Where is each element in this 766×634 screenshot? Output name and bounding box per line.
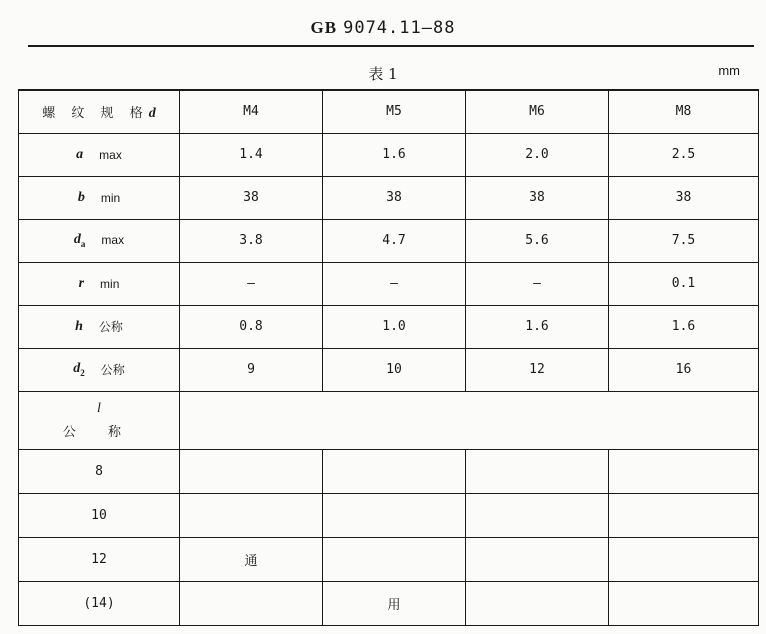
param-label bbox=[19, 190, 179, 206]
table-caption: 表 1 bbox=[368, 65, 398, 83]
length-row bbox=[19, 449, 759, 493]
length-cell bbox=[609, 493, 759, 537]
length-cell bbox=[466, 449, 609, 493]
param-symbol bbox=[76, 147, 83, 163]
param-symbol-text: h bbox=[75, 318, 83, 334]
param-label-cell bbox=[19, 176, 180, 219]
value-cell: 38 bbox=[466, 176, 609, 219]
value-cell: 16 bbox=[609, 348, 759, 391]
value-cell: 10 bbox=[323, 348, 466, 391]
length-cell bbox=[466, 581, 609, 625]
param-label-cell bbox=[19, 305, 180, 348]
param-label bbox=[19, 361, 179, 378]
length-row bbox=[19, 581, 759, 625]
param-qualifier: 公称 bbox=[98, 320, 123, 334]
value-cell: 38 bbox=[609, 176, 759, 219]
value-cell: 7.5 bbox=[609, 219, 759, 262]
param-symbol bbox=[78, 190, 85, 206]
length-label: 公 称 bbox=[62, 424, 136, 440]
unit-label: mm bbox=[718, 63, 740, 78]
standard-prefix: GB bbox=[310, 18, 338, 37]
param-qualifier: max bbox=[101, 233, 125, 248]
length-header-row bbox=[19, 391, 759, 449]
table-row bbox=[19, 305, 759, 348]
length-cell bbox=[323, 449, 466, 493]
value-cell: 3.8 bbox=[180, 219, 323, 262]
value-cell: 4.7 bbox=[323, 219, 466, 262]
length-cell: 通 bbox=[180, 537, 323, 581]
value-cell: 2.0 bbox=[466, 133, 609, 176]
thread-spec-symbol: d bbox=[148, 105, 156, 121]
length-header-blank bbox=[180, 391, 759, 449]
table-row bbox=[19, 348, 759, 391]
value-cell: 38 bbox=[180, 176, 323, 219]
table-row bbox=[19, 176, 759, 219]
top-rule bbox=[28, 45, 754, 47]
length-symbol: l bbox=[97, 400, 101, 416]
value-cell: 2.5 bbox=[609, 133, 759, 176]
value-cell: 0.1 bbox=[609, 262, 759, 305]
thread-spec-label: 螺 纹 规 格 bbox=[42, 105, 149, 121]
value-cell: — bbox=[180, 262, 323, 305]
table-header-row bbox=[19, 90, 759, 133]
value-cell: — bbox=[323, 262, 466, 305]
column-header: M6 bbox=[466, 90, 609, 133]
param-symbol-text: d bbox=[73, 232, 81, 248]
document-title bbox=[0, 18, 766, 38]
spec-table bbox=[18, 89, 759, 626]
param-symbol-text: r bbox=[78, 275, 85, 291]
param-qualifier: 公称 bbox=[100, 363, 125, 377]
length-cell bbox=[609, 537, 759, 581]
length-cell bbox=[180, 449, 323, 493]
value-cell: 38 bbox=[323, 176, 466, 219]
param-subscript: a bbox=[80, 238, 86, 249]
param-symbol-text: d bbox=[73, 361, 81, 377]
param-label bbox=[19, 276, 179, 292]
param-label-cell bbox=[19, 219, 180, 262]
param-symbol-text: b bbox=[77, 189, 85, 205]
column-header: M4 bbox=[180, 90, 323, 133]
length-cell: 用 bbox=[323, 581, 466, 625]
value-cell: 1.6 bbox=[323, 133, 466, 176]
length-value: 12 bbox=[19, 537, 180, 581]
column-header: M5 bbox=[323, 90, 466, 133]
length-value: 10 bbox=[19, 493, 180, 537]
param-qualifier: min bbox=[100, 276, 120, 291]
length-cell bbox=[180, 493, 323, 537]
table-row bbox=[19, 133, 759, 176]
param-label-cell bbox=[19, 262, 180, 305]
header-label-cell bbox=[19, 90, 180, 133]
param-symbol-text: a bbox=[76, 146, 84, 162]
table-row bbox=[19, 262, 759, 305]
value-cell: — bbox=[466, 262, 609, 305]
length-cell bbox=[466, 537, 609, 581]
length-cell bbox=[323, 493, 466, 537]
param-subscript: 2 bbox=[80, 367, 85, 378]
value-cell: 1.6 bbox=[466, 305, 609, 348]
value-cell: 1.4 bbox=[180, 133, 323, 176]
value-cell: 5.6 bbox=[466, 219, 609, 262]
length-row bbox=[19, 537, 759, 581]
length-cell bbox=[323, 537, 466, 581]
param-label-cell bbox=[19, 348, 180, 391]
param-label-cell bbox=[19, 133, 180, 176]
param-qualifier: max bbox=[99, 147, 122, 162]
param-label bbox=[19, 147, 179, 163]
column-header: M8 bbox=[609, 90, 759, 133]
value-cell: 1.6 bbox=[609, 305, 759, 348]
length-cell bbox=[466, 493, 609, 537]
length-cell bbox=[180, 581, 323, 625]
param-symbol bbox=[74, 232, 86, 249]
length-cell bbox=[609, 449, 759, 493]
param-label bbox=[19, 232, 179, 249]
table-row bbox=[19, 219, 759, 262]
param-symbol bbox=[75, 319, 83, 335]
param-label bbox=[19, 318, 179, 335]
length-row bbox=[19, 493, 759, 537]
value-cell: 12 bbox=[466, 348, 609, 391]
length-header-cell bbox=[19, 391, 180, 449]
value-cell: 9 bbox=[180, 348, 323, 391]
length-value: (14) bbox=[19, 581, 180, 625]
standard-number: 9074.11—88 bbox=[343, 18, 456, 38]
param-symbol bbox=[79, 276, 84, 292]
value-cell: 0.8 bbox=[180, 305, 323, 348]
length-value: 8 bbox=[19, 449, 180, 493]
param-qualifier: min bbox=[100, 190, 121, 205]
param-symbol bbox=[73, 361, 85, 378]
length-cell bbox=[609, 581, 759, 625]
value-cell: 1.0 bbox=[323, 305, 466, 348]
